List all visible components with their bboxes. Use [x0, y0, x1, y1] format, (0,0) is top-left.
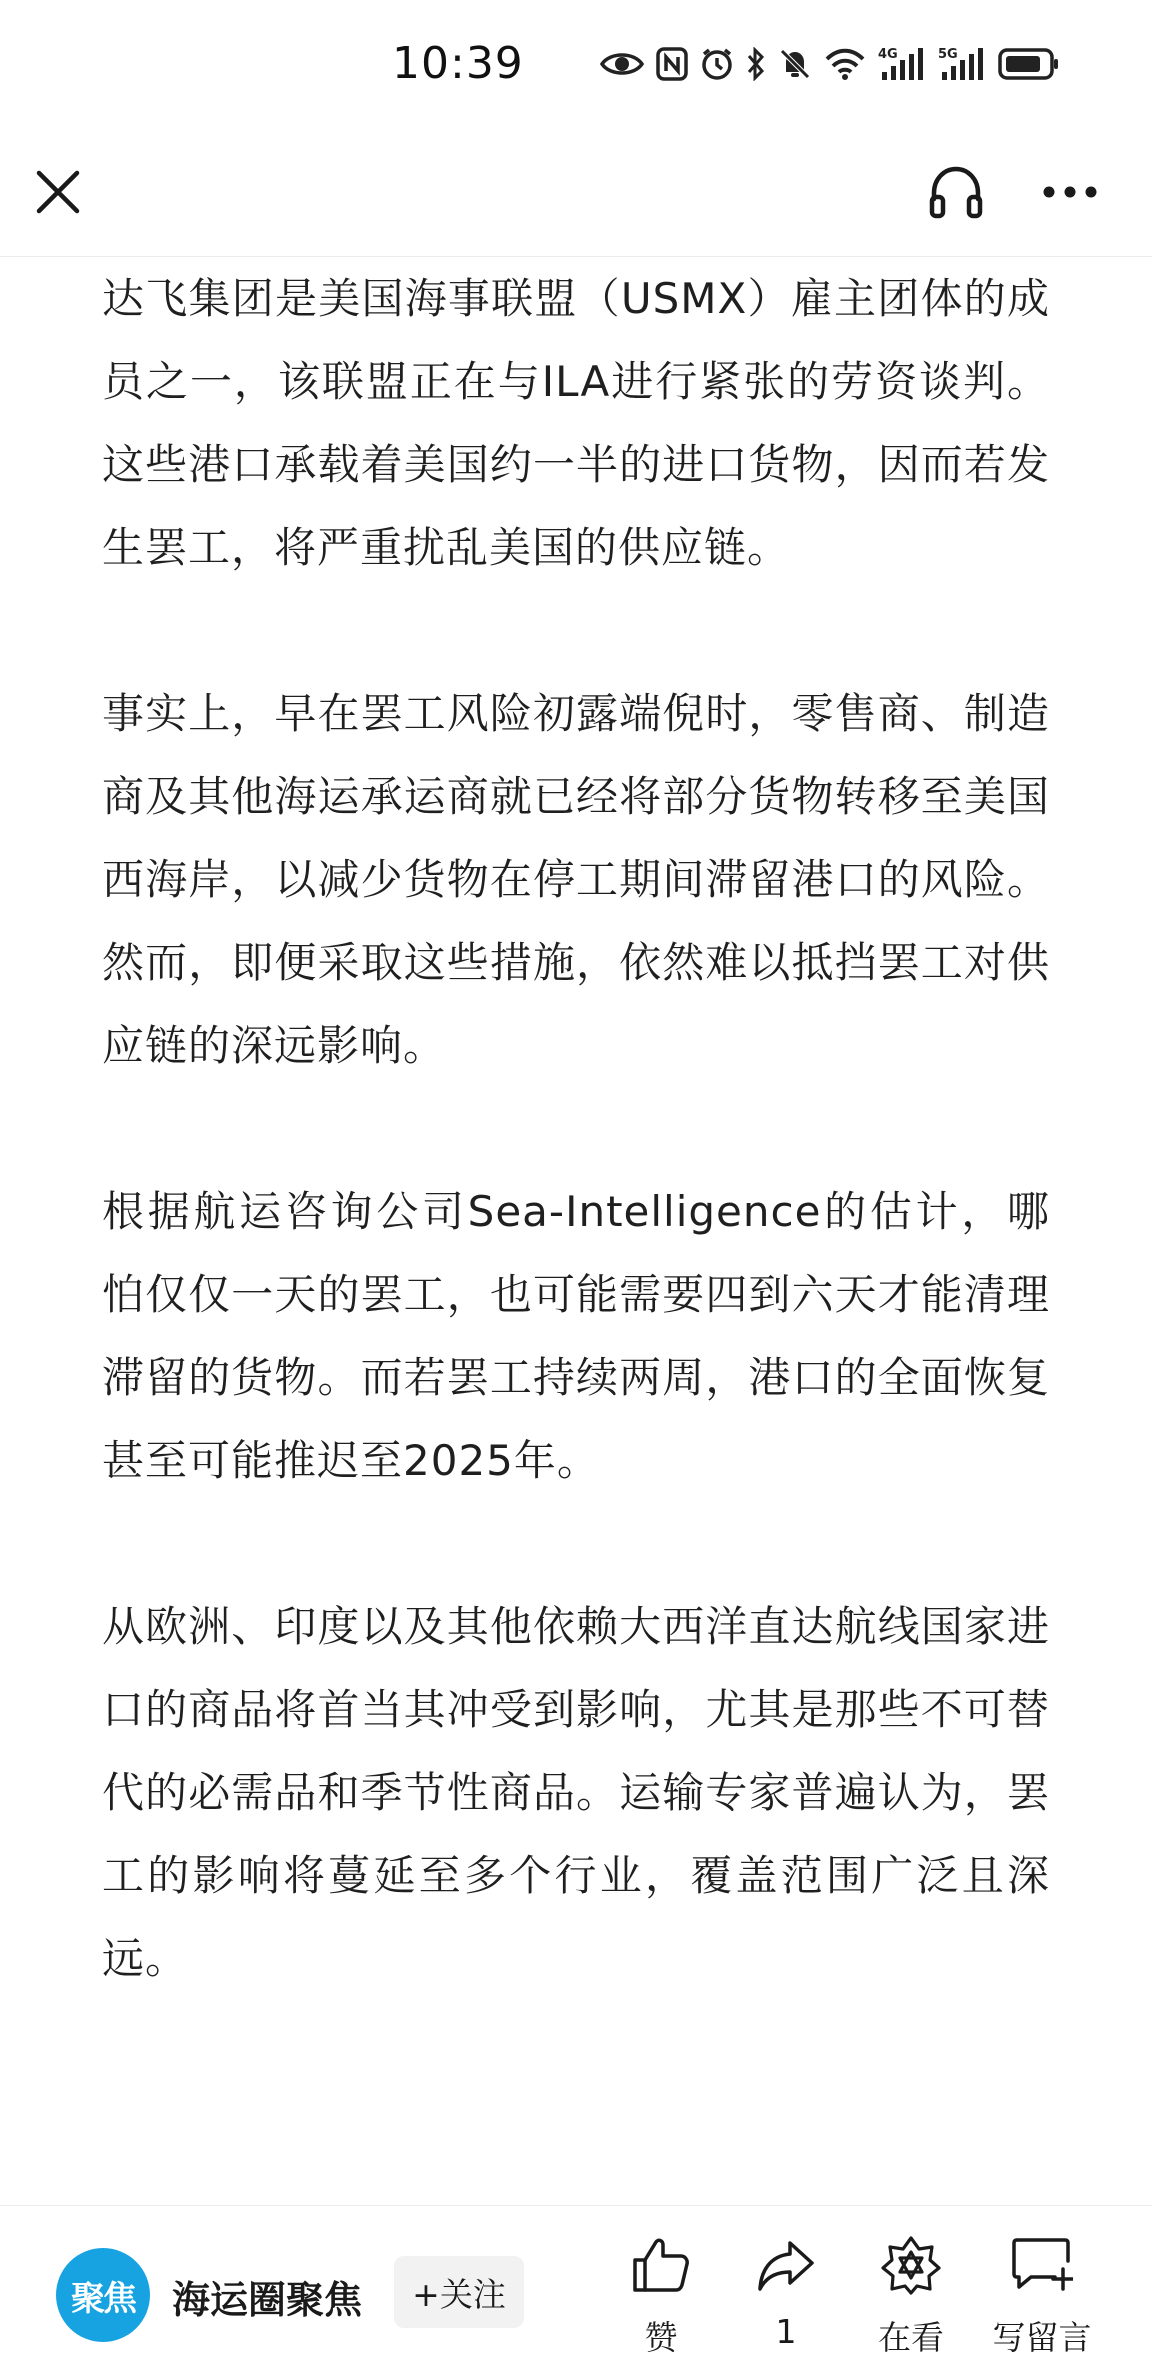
bottom-action-bar	[0, 2205, 1152, 2376]
eye-icon	[600, 48, 644, 80]
thumbs-up-icon	[606, 2232, 716, 2298]
account-name[interactable]: 海运圈聚焦	[172, 2278, 363, 2322]
follow-button[interactable]: +关注	[394, 2256, 524, 2328]
avatar-text: 聚焦	[71, 2278, 135, 2319]
article-body[interactable]	[0, 257, 1152, 2205]
alarm-icon	[700, 47, 734, 81]
svg-text:5G: 5G	[938, 47, 958, 62]
watching-button[interactable]	[856, 2232, 966, 2362]
headphones-icon	[928, 165, 984, 219]
write-comment-label: 写留言	[992, 2318, 1092, 2357]
nfc-icon	[656, 47, 688, 81]
article-paragraph: 从欧洲、印度以及其他依赖大西洋直达航线国家进口的商品将首当其冲受到影响，尤其是那些不可替代的必需品和季节性商品。运输专家普遍认为，罢工的影响将蔓延至多个行业，覆盖范围广泛且深远。	[102, 1602, 1050, 1983]
listen-button[interactable]	[918, 154, 994, 230]
bluetooth-icon	[746, 47, 766, 81]
like-button[interactable]	[606, 2232, 716, 2362]
article-content	[102, 257, 1050, 2000]
5g-signal-icon	[938, 46, 986, 82]
watching-label: 在看	[878, 2318, 944, 2357]
watching-star-icon	[856, 2232, 966, 2298]
close-icon	[35, 169, 81, 215]
4g-signal-icon	[878, 46, 926, 82]
mute-icon	[778, 47, 812, 81]
more-icon	[1042, 185, 1098, 199]
status-icons	[600, 44, 1060, 84]
article-paragraph: 根据航运咨询公司Sea-Intelligence的估计，哪怕仅仅一天的罢工，也可能需要四到六天才能清理滞留的货物。而若罢工持续两周，港口的全面恢复甚至可能推迟至2025年。	[102, 1187, 1050, 1485]
share-count: 1	[775, 2312, 797, 2351]
share-button[interactable]	[731, 2232, 841, 2362]
account-avatar[interactable]	[56, 2248, 150, 2342]
close-button[interactable]	[22, 156, 94, 228]
more-button[interactable]	[1030, 156, 1110, 228]
like-label: 赞	[644, 2318, 678, 2357]
battery-icon	[998, 48, 1060, 80]
status-time: 10:39	[392, 38, 524, 89]
write-comment-button[interactable]	[980, 2232, 1104, 2362]
article-paragraph: 达飞集团是美国海事联盟（USMX）雇主团体的成员之一，该联盟正在与ILA进行紧张的劳资谈判。这些港口承载着美国约一半的进口货物，因而若发生罢工，将严重扰乱美国的供应链。	[102, 274, 1050, 572]
wifi-icon	[824, 47, 866, 81]
comment-add-icon	[980, 2232, 1104, 2298]
status-bar	[0, 0, 1152, 130]
article-toolbar	[0, 130, 1152, 257]
svg-text:4G: 4G	[878, 47, 898, 62]
share-arrow-icon	[731, 2232, 841, 2298]
article-paragraph: 事实上，早在罢工风险初露端倪时，零售商、制造商及其他海运承运商就已经将部分货物转移至美国西海岸，以减少货物在停工期间滞留港口的风险。然而，即便采取这些措施，依然难以抵挡罢工对供应链的深远影响。	[102, 689, 1050, 1070]
